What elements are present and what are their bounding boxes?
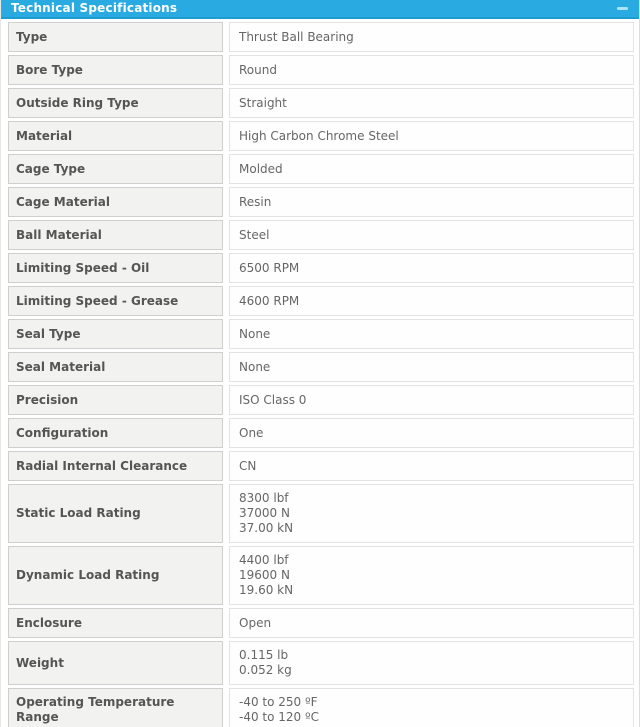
table-row xyxy=(8,451,634,481)
table-row xyxy=(8,688,634,727)
spec-label-cell xyxy=(8,88,223,118)
spec-value-cell xyxy=(229,319,634,349)
table-row xyxy=(8,22,634,52)
spec-value-cell xyxy=(229,187,634,217)
spec-value-cell xyxy=(229,88,634,118)
spec-label-cell xyxy=(8,121,223,151)
spec-value-line: None xyxy=(239,359,271,374)
spec-value-cell xyxy=(229,55,634,85)
table-row xyxy=(8,418,634,448)
spec-value-line: 37000 N xyxy=(239,506,290,520)
spec-label-cell xyxy=(8,451,223,481)
spec-value-line: Molded xyxy=(239,161,283,176)
spec-label-cell xyxy=(8,546,223,605)
spec-value-line: 19.60 kN xyxy=(239,583,294,597)
panel-title: Technical Specifications xyxy=(11,1,178,15)
spec-label-cell xyxy=(8,385,223,415)
spec-label: Precision xyxy=(16,392,79,407)
spec-value-cell xyxy=(229,121,634,151)
spec-value-cell xyxy=(229,154,634,184)
spec-value-cell xyxy=(229,688,634,727)
spec-value-line: ISO Class 0 xyxy=(239,392,307,407)
spec-value-cell xyxy=(229,220,634,250)
spec-value-line: 0.115 lb xyxy=(239,648,289,662)
panel-header xyxy=(1,0,639,19)
spec-label: Ball Material xyxy=(16,227,102,242)
spec-label-cell xyxy=(8,253,223,283)
spec-value-cell xyxy=(229,608,634,638)
spec-label: Seal Material xyxy=(16,359,106,374)
spec-value-line: 0.052 kg xyxy=(239,663,292,677)
spec-label: Cage Material xyxy=(16,194,110,209)
table-row xyxy=(8,641,634,685)
spec-label: Limiting Speed - Oil xyxy=(16,260,150,275)
table-row xyxy=(8,55,634,85)
spec-label-cell xyxy=(8,286,223,316)
minus-icon xyxy=(617,7,628,10)
spec-label-cell xyxy=(8,352,223,382)
table-row xyxy=(8,319,634,349)
spec-label-cell xyxy=(8,319,223,349)
spec-value-line: -40 to 120 ºC xyxy=(239,710,320,724)
spec-value-line: CN xyxy=(239,458,257,473)
spec-label-cell xyxy=(8,22,223,52)
spec-label: Bore Type xyxy=(16,62,83,77)
spec-label: Enclosure xyxy=(16,615,82,630)
spec-label: Weight xyxy=(16,655,64,670)
table-row xyxy=(8,608,634,638)
spec-label-cell xyxy=(8,688,223,727)
spec-value-cell xyxy=(229,286,634,316)
spec-value-line: 6500 RPM xyxy=(239,260,300,275)
spec-value-line: 19600 N xyxy=(239,568,290,582)
spec-value-line: Steel xyxy=(239,227,270,242)
table-row xyxy=(8,484,634,543)
spec-value-line: 4600 RPM xyxy=(239,293,300,308)
spec-value-line: Round xyxy=(239,62,277,77)
spec-value-cell xyxy=(229,484,634,543)
spec-label: Type xyxy=(16,29,48,44)
spec-value-line: 37.00 kN xyxy=(239,521,294,535)
collapse-button[interactable] xyxy=(615,3,629,15)
spec-label-cell xyxy=(8,608,223,638)
spec-value-cell xyxy=(229,451,634,481)
spec-label: Configuration xyxy=(16,425,109,440)
spec-label-cell xyxy=(8,154,223,184)
table-row xyxy=(8,121,634,151)
spec-value-cell xyxy=(229,253,634,283)
spec-label: Seal Type xyxy=(16,326,81,341)
spec-label-cell xyxy=(8,418,223,448)
table-row xyxy=(8,546,634,605)
table-row xyxy=(8,352,634,382)
spec-value-line: -40 to 250 ºF xyxy=(239,695,318,709)
spec-value-line: High Carbon Chrome Steel xyxy=(239,128,399,143)
spec-label: Dynamic Load Rating xyxy=(16,568,160,582)
table-row xyxy=(8,385,634,415)
spec-label: Limiting Speed - Grease xyxy=(16,293,179,308)
spec-value-line: Straight xyxy=(239,95,287,110)
spec-label-cell xyxy=(8,187,223,217)
table-row xyxy=(8,253,634,283)
spec-label: Cage Type xyxy=(16,161,86,176)
spec-value-cell xyxy=(229,352,634,382)
spec-value-cell xyxy=(229,385,634,415)
spec-value-cell xyxy=(229,22,634,52)
spec-value-cell xyxy=(229,546,634,605)
table-row xyxy=(8,154,634,184)
spec-label-cell xyxy=(8,484,223,543)
spec-label-cell xyxy=(8,641,223,685)
spec-label: Outside Ring Type xyxy=(16,95,139,110)
spec-label: Operating Temperature Range xyxy=(16,695,175,724)
spec-value-line: Open xyxy=(239,615,272,630)
spec-rows-container xyxy=(1,19,639,727)
spec-value-line: Thrust Ball Bearing xyxy=(239,29,354,44)
table-row xyxy=(8,187,634,217)
spec-label: Radial Internal Clearance xyxy=(16,458,188,473)
spec-label: Material xyxy=(16,128,73,143)
spec-label-cell xyxy=(8,55,223,85)
spec-value-line: 8300 lbf xyxy=(239,491,289,505)
spec-label-cell xyxy=(8,220,223,250)
table-row xyxy=(8,88,634,118)
spec-value-line: None xyxy=(239,326,271,341)
spec-value-line: 4400 lbf xyxy=(239,553,289,567)
spec-value-line: Resin xyxy=(239,194,272,209)
table-row xyxy=(8,286,634,316)
spec-label: Static Load Rating xyxy=(16,506,141,520)
table-row xyxy=(8,220,634,250)
spec-value-line: One xyxy=(239,425,264,440)
spec-value-cell xyxy=(229,418,634,448)
spec-value-cell xyxy=(229,641,634,685)
